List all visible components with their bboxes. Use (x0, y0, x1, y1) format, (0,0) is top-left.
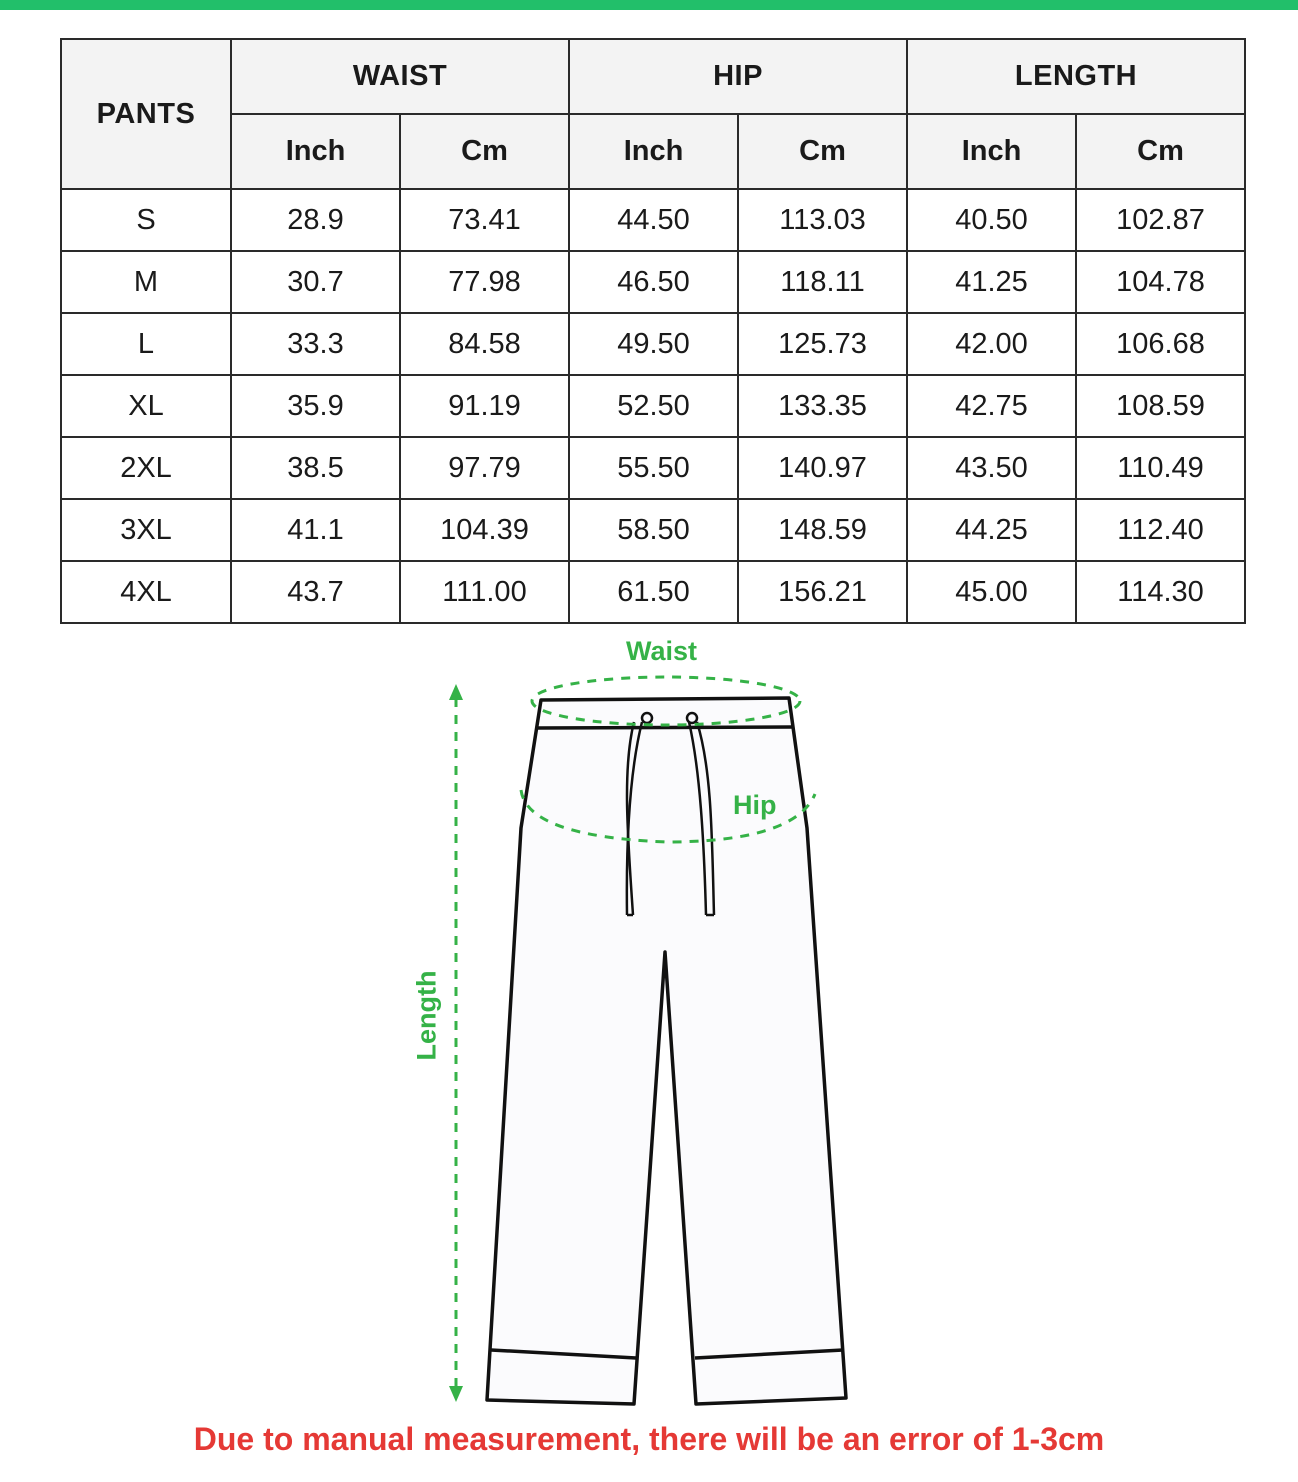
pants-diagram (0, 630, 1298, 1430)
size-cell: S (61, 189, 231, 251)
unit-header: Inch (569, 114, 738, 189)
measurement-cell: 44.50 (569, 189, 738, 251)
measurement-cell: 28.9 (231, 189, 400, 251)
measurement-cell: 55.50 (569, 437, 738, 499)
measurement-cell: 73.41 (400, 189, 569, 251)
measurement-cell: 41.1 (231, 499, 400, 561)
measurement-cell: 91.19 (400, 375, 569, 437)
size-chart-table (60, 38, 1246, 624)
measurement-cell: 125.73 (738, 313, 907, 375)
measurement-cell: 38.5 (231, 437, 400, 499)
measurement-cell: 46.50 (569, 251, 738, 313)
measurement-cell: 102.87 (1076, 189, 1245, 251)
table-row (61, 189, 1245, 251)
table-row (61, 375, 1245, 437)
measurement-cell: 84.58 (400, 313, 569, 375)
measurement-cell: 77.98 (400, 251, 569, 313)
measurement-cell: 41.25 (907, 251, 1076, 313)
hip-label: Hip (733, 790, 777, 820)
top-accent-bar (0, 0, 1298, 10)
unit-header: Cm (738, 114, 907, 189)
measurement-cell: 43.7 (231, 561, 400, 623)
measurement-cell: 113.03 (738, 189, 907, 251)
unit-header: Inch (231, 114, 400, 189)
measurement-note: Due to manual measurement, there will be an error of 1-3cm (193, 1421, 1105, 1457)
measurement-cell: 52.50 (569, 375, 738, 437)
size-cell: M (61, 251, 231, 313)
measurement-cell: 110.49 (1076, 437, 1245, 499)
measurement-cell: 111.00 (400, 561, 569, 623)
size-cell: 3XL (61, 499, 231, 561)
measurement-cell: 108.59 (1076, 375, 1245, 437)
table-row (61, 251, 1245, 313)
corner-header: PANTS (61, 39, 231, 189)
measurement-cell: 97.79 (400, 437, 569, 499)
measurement-cell: 106.68 (1076, 313, 1245, 375)
measurement-cell: 44.25 (907, 499, 1076, 561)
measurement-cell: 114.30 (1076, 561, 1245, 623)
measurement-cell: 140.97 (738, 437, 907, 499)
measurement-cell: 49.50 (569, 313, 738, 375)
measurement-cell: 133.35 (738, 375, 907, 437)
pants-outline-icon (487, 698, 846, 1404)
waist-label: Waist (626, 636, 698, 666)
measurement-cell: 156.21 (738, 561, 907, 623)
measurement-cell: 42.75 (907, 375, 1076, 437)
unit-header: Cm (1076, 114, 1245, 189)
measurement-cell: 112.40 (1076, 499, 1245, 561)
measurement-cell: 43.50 (907, 437, 1076, 499)
group-header-hip: HIP (569, 39, 907, 114)
table-row (61, 313, 1245, 375)
size-cell: XL (61, 375, 231, 437)
measurement-cell: 45.00 (907, 561, 1076, 623)
measurement-cell: 104.78 (1076, 251, 1245, 313)
group-header-length: LENGTH (907, 39, 1245, 114)
size-cell: 4XL (61, 561, 231, 623)
measurement-cell: 118.11 (738, 251, 907, 313)
table-row (61, 561, 1245, 623)
unit-header: Cm (400, 114, 569, 189)
table-row (61, 437, 1245, 499)
measurement-cell: 61.50 (569, 561, 738, 623)
measurement-cell: 40.50 (907, 189, 1076, 251)
measurement-cell: 30.7 (231, 251, 400, 313)
size-cell: L (61, 313, 231, 375)
measurement-cell: 35.9 (231, 375, 400, 437)
length-label: Length (411, 970, 442, 1061)
measurement-cell: 33.3 (231, 313, 400, 375)
length-measure-arrow (449, 684, 463, 1402)
size-cell: 2XL (61, 437, 231, 499)
unit-header: Inch (907, 114, 1076, 189)
measurement-cell: 148.59 (738, 499, 907, 561)
measurement-cell: 58.50 (569, 499, 738, 561)
table-row (61, 499, 1245, 561)
group-header-waist: WAIST (231, 39, 569, 114)
measurement-cell: 42.00 (907, 313, 1076, 375)
measurement-cell: 104.39 (400, 499, 569, 561)
